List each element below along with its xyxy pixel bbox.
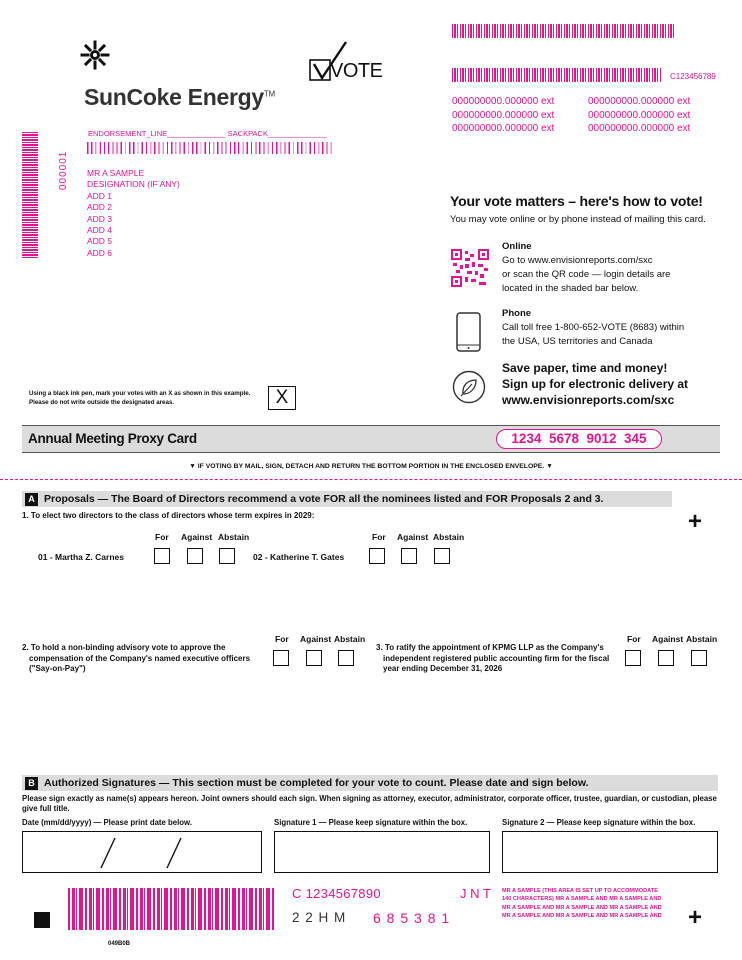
vote-header: For (627, 634, 641, 644)
nominee-01-for-checkbox[interactable] (154, 548, 170, 564)
ext-block: 000000000.000000 ext 000000000.000000 ext 000000000.000000 ext 000000000.000000 ext 000000000.000000 ext 000000000.000000 ext (452, 96, 691, 134)
sequence-number: 000001 (58, 150, 69, 190)
detach-instruction: ▼ IF VOTING BY MAIL, SIGN, DETACH AND RETURN THE BOTTOM PORTION IN THE ENCLOSED ENVELOPE. ▼ (189, 463, 553, 470)
proxy-card-title: Annual Meeting Proxy Card (28, 431, 197, 446)
control-code: C123456789 (670, 72, 716, 81)
vote-header: Against (181, 532, 213, 542)
section-a-header (22, 491, 672, 507)
registration-plus-icon: + (688, 508, 703, 535)
signing-instructions: Please sign exactly as name(s) appears hereon. Joint owners should each sign. When signing as attorney, executor, administrator, corporate officer, trustee, guardian, or custodian, please give full title. (22, 794, 717, 813)
online-line: located in the shaded bar below. (502, 283, 639, 294)
vote-header: Abstain (433, 532, 465, 542)
qr-code-icon (451, 249, 489, 287)
vote-header: Abstain (334, 634, 366, 644)
marking-instructions: Using a black ink pen, mark your votes with an X as shown in this example. Please do not write outside the designated areas. (29, 390, 251, 406)
nominee-02-against-checkbox[interactable] (401, 548, 417, 564)
leaf-icon (452, 370, 486, 404)
vertical-barcode (22, 132, 38, 258)
footer-code-4: 6 8 5 3 8 1 (373, 910, 451, 926)
footer-barcode (68, 888, 274, 930)
section-b-header (22, 775, 718, 791)
vote-header: For (275, 634, 289, 644)
nominee-02-for-checkbox[interactable] (369, 548, 385, 564)
online-line[interactable]: Go to www.envisionreports.com/sxc (502, 255, 653, 266)
phone-icon (456, 312, 481, 352)
phone-line: the USA, US territories and Canada (502, 336, 653, 347)
triangle-down-icon: ▼ (189, 463, 196, 470)
signature-2-field[interactable] (502, 831, 718, 873)
vote-header: Against (300, 634, 332, 644)
vote-logo (308, 40, 383, 82)
second-barcode (452, 68, 662, 82)
item-3-text: 3. To ratify the appointment of KPMG LLP as the Company's independent registered public accounting firm for the fiscal year ending December 31, 2026 (376, 643, 610, 673)
date-field[interactable] (22, 831, 262, 873)
company-logo-text: SunCoke Energy™ (84, 84, 275, 110)
example-mark-box: X (268, 386, 296, 410)
phone-line: Call toll free 1-800-652-VOTE (8683) within (502, 322, 685, 333)
online-section (502, 240, 670, 296)
triangle-down-icon: ▼ (546, 463, 553, 470)
item-3-for-checkbox[interactable] (625, 650, 641, 666)
item-3-abstain-checkbox[interactable] (691, 650, 707, 666)
footer-code-3: 2 2 H M (292, 910, 347, 925)
perforation-line (0, 479, 742, 480)
nominee-01-abstain-checkbox[interactable] (219, 548, 235, 564)
online-title: Online (502, 241, 532, 252)
sample-name-area: MR A SAMPLE (THIS AREA IS SET UP TO ACCOMMODATE 140 CHARACTERS) MR A SAMPLE AND MR A SAMPLE AND MR A SAMPLE AND MR A SAMPLE AND MR A SAMPLE AND MR A SAMPLE AND MR A SAMPLE AND MR A SAMPLE AND (502, 888, 662, 920)
vote-header: Abstain (218, 532, 250, 542)
section-b-badge: B (25, 777, 38, 790)
item-2-text: 2. To hold a non-binding advisory vote to approve the compensation of the Company's named executive officers ("Say-on-Pay") (22, 643, 251, 673)
sun-logo-icon (80, 40, 110, 70)
registration-square (34, 912, 50, 928)
item-3-against-checkbox[interactable] (658, 650, 674, 666)
paperless-section: Save paper, time and money! Sign up for electronic delivery at www.envisionreports.com/sxc (502, 361, 689, 407)
footer-code-1: C 1234567890 (292, 886, 381, 901)
vote-logo-text: VOTE (330, 60, 383, 82)
phone-title: Phone (502, 308, 532, 319)
online-line: or scan the QR code — login details are (502, 269, 671, 280)
vote-header: For (372, 532, 386, 542)
section-a-title: Proposals — The Board of Directors recommend a vote FOR all the nominees listed and FOR Proposals 2 and 3. (44, 493, 604, 505)
vote-header: Against (652, 634, 684, 644)
vote-header: For (155, 532, 169, 542)
form-code: 049B0B (108, 941, 131, 947)
signature-2-label: Signature 2 — Please keep signature within the box. (502, 818, 696, 827)
footer-code-2: J N T (460, 886, 491, 901)
nominee-02-abstain-checkbox[interactable] (434, 548, 450, 564)
item-2-against-checkbox[interactable] (306, 650, 322, 666)
item-1-text: 1. To elect two directors to the class of directors whose term expires in 2029: (22, 511, 315, 520)
vote-info-subtitle: You may vote online or by phone instead of mailing this card. (450, 214, 706, 225)
postal-barcode (87, 142, 333, 154)
mailing-address: MR A SAMPLE DESIGNATION (IF ANY) ADD 1 ADD 2 ADD 3 ADD 4 ADD 5 ADD 6 (87, 168, 180, 258)
vote-header: Abstain (686, 634, 718, 644)
phone-section (502, 307, 684, 349)
proxy-card-bar (22, 425, 720, 453)
signature-1-field[interactable] (274, 831, 490, 873)
date-label: Date (mm/dd/yyyy) — Please print date below. (22, 818, 192, 827)
endorsement-line: ENDORSEMENT_LINE______________ SACKPACK______________ (88, 129, 327, 138)
nominee-01-against-checkbox[interactable] (187, 548, 203, 564)
signature-1-label: Signature 1 — Please keep signature within the box. (274, 818, 468, 827)
vote-header: Against (397, 532, 429, 542)
nominee-02-label: 02 - Katherine T. Gates (253, 552, 345, 562)
item-2-abstain-checkbox[interactable] (338, 650, 354, 666)
item-2-for-checkbox[interactable] (273, 650, 289, 666)
section-b-title: Authorized Signatures — This section must be completed for your vote to count. Please date and sign below. (44, 777, 589, 789)
nominee-01-label: 01 - Martha Z. Carnes (38, 552, 124, 562)
date-separator-icon (21, 830, 261, 872)
section-a-badge: A (25, 493, 38, 506)
registration-plus-icon: + (688, 904, 703, 931)
top-barcode (452, 24, 674, 38)
proxy-card-code: 1234 5678 9012 345 (496, 429, 662, 449)
vote-info-title: Your vote matters – here's how to vote! (450, 193, 703, 209)
